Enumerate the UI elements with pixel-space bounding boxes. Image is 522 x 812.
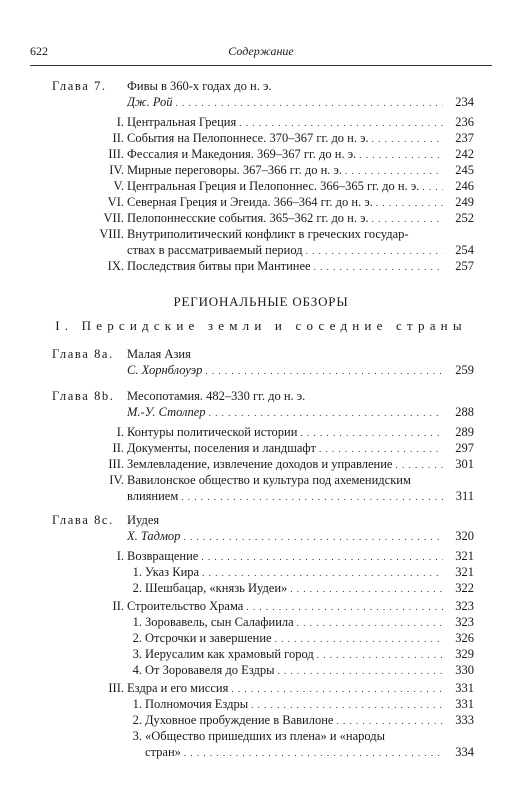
ch7-item-8-page: 254: [455, 243, 474, 257]
chapter-8c-title: Иудея: [127, 513, 160, 527]
ch8c-s1-sub2-text: Шешбацар, «князь Иудеи»: [145, 581, 288, 595]
ch8c-s1-sub1[interactable]: [145, 564, 474, 580]
ch8c-s2-sub4-num: 4.: [132, 663, 142, 677]
ch8c-s1-sub1-page: 321: [455, 565, 474, 579]
ch7-item-1-num: I.: [116, 115, 124, 129]
ch7-item-3-text: Фессалия и Македония. 369–367 гг. до н. э.: [127, 147, 357, 161]
ch8c-s1[interactable]: [127, 548, 474, 564]
ch8c-s3-num: III.: [108, 681, 124, 695]
ch7-item-4[interactable]: [127, 162, 474, 178]
ch8c-s2-sub1-num: 1.: [132, 615, 142, 629]
ch7-item-2-page: 237: [455, 131, 474, 145]
chapter-8b-author: М.-У. Столпер: [127, 405, 206, 419]
ch7-item-2-text: События на Пелопоннесе. 370–367 гг. до н. э.: [127, 131, 369, 145]
ch7-item-4-page: 245: [455, 163, 474, 177]
ch8c-s1-text: Возвращение: [127, 549, 199, 563]
chapter-8b-author-entry[interactable]: [127, 404, 474, 420]
ch8c-s1-num: I.: [116, 549, 124, 563]
ch8c-s3-sub3-line2: стран»: [145, 745, 181, 759]
part-1-title: I. Персидские земли и соседние страны: [55, 318, 467, 333]
chapter-7-label: Глава 7.: [52, 79, 107, 93]
running-title: Содержание: [228, 44, 294, 58]
ch7-item-6[interactable]: [127, 194, 474, 210]
ch7-item-1-text: Центральная Греция: [127, 115, 237, 129]
header-rule: [30, 65, 492, 66]
ch7-item-4-num: IV.: [109, 163, 124, 177]
ch8b-item-2-text: Документы, поселения и ландшафт: [127, 441, 316, 455]
ch7-item-7-page: 252: [455, 211, 474, 225]
ch8c-s2-num: II.: [112, 599, 124, 613]
ch8b-item-3-page: 301: [455, 457, 474, 471]
ch8c-s2[interactable]: [127, 598, 474, 614]
ch8c-s2-sub2-page: 326: [455, 631, 474, 645]
chapter-8c-label: Глава 8c.: [52, 513, 114, 527]
ch8b-item-3-text: Землевладение, извлечение доходов и управление: [127, 457, 393, 471]
chapter-8b-author-page: 288: [455, 405, 474, 419]
ch8c-s1-sub2[interactable]: [145, 580, 474, 596]
ch8b-item-2[interactable]: [127, 440, 474, 456]
ch8b-item-1-text: Контуры политической истории: [127, 425, 298, 439]
ch8c-s1-sub2-num: 2.: [132, 581, 142, 595]
ch7-item-9-text: Последствия битвы при Мантинее: [127, 259, 311, 273]
ch7-item-8-num: VIII.: [99, 227, 124, 241]
ch8c-s3-sub3[interactable]: [145, 744, 474, 760]
ch8c-s2-sub3[interactable]: [145, 646, 474, 662]
ch7-item-5-text: Центральная Греция и Пелопоннес. 366–365 гг. до н. э.: [127, 179, 420, 193]
ch7-item-6-num: VI.: [107, 195, 124, 209]
ch8c-s1-page: 321: [455, 549, 474, 563]
ch7-item-1-page: 236: [455, 115, 474, 129]
ch8c-s2-sub3-num: 3.: [132, 647, 142, 661]
ch7-item-9[interactable]: [127, 258, 474, 274]
ch8c-s2-sub4-text: От Зоровавеля до Ездры: [145, 663, 275, 677]
ch7-item-3-page: 242: [455, 147, 474, 161]
ch7-item-6-page: 249: [455, 195, 474, 209]
ch8c-s3-sub3-num: 3.: [132, 729, 142, 743]
page-number: 622: [30, 44, 48, 58]
chapter-7-author-page: 234: [455, 95, 474, 109]
ch7-item-3-num: III.: [108, 147, 124, 161]
chapter-8c-author: Х. Тадмор: [127, 529, 181, 543]
ch7-item-7-num: VII.: [103, 211, 124, 225]
ch7-item-9-page: 257: [455, 259, 474, 273]
chapter-8a-author-entry[interactable]: [127, 362, 474, 378]
ch8c-s2-text: Строительство Храма: [127, 599, 244, 613]
chapter-8a-author-page: 259: [455, 363, 474, 377]
ch8c-s2-sub4-page: 330: [455, 663, 474, 677]
ch8c-s2-sub2[interactable]: [145, 630, 474, 646]
ch8c-s2-sub1-text: Зоровавель, сын Салафиила: [145, 615, 294, 629]
chapter-8a-label: Глава 8a.: [52, 347, 114, 361]
ch8c-s2-sub1-page: 323: [455, 615, 474, 629]
ch7-item-1[interactable]: [127, 114, 474, 130]
ch8b-item-4-line1: Вавилонское общество и культура под ахеменидским: [127, 473, 411, 487]
ch7-item-5[interactable]: [127, 178, 474, 194]
ch8c-s1-sub2-page: 322: [455, 581, 474, 595]
chapter-8a-author: С. Хорнблоуэр: [127, 363, 203, 377]
ch8c-s2-sub3-page: 329: [455, 647, 474, 661]
ch8b-item-2-page: 297: [455, 441, 474, 455]
ch8c-s3-text: Ездра и его миссия: [127, 681, 229, 695]
ch8c-s2-sub4[interactable]: [145, 662, 474, 678]
chapter-7-title: Фивы в 360-х годах до н. э.: [127, 79, 272, 93]
ch8b-item-2-num: II.: [112, 441, 124, 455]
ch8c-s2-page: 323: [455, 599, 474, 613]
ch7-item-7[interactable]: [127, 210, 474, 226]
ch7-item-2[interactable]: [127, 130, 474, 146]
ch7-item-8-line1: Внутриполитический конфликт в греческих государ-: [127, 227, 409, 241]
ch8b-item-4[interactable]: [127, 488, 474, 504]
ch8b-item-4-page: 311: [455, 489, 474, 503]
ch8c-s3[interactable]: [127, 680, 474, 696]
ch8c-s3-sub2[interactable]: [145, 712, 474, 728]
ch8c-s3-sub2-text: Духовное пробуждение в Вавилоне: [145, 713, 334, 727]
chapter-8a-title: Малая Азия: [127, 347, 191, 361]
regional-section-title: РЕГИОНАЛЬНЫЕ ОБЗОРЫ: [173, 294, 349, 309]
ch8c-s2-sub1[interactable]: [145, 614, 474, 630]
ch8b-item-1-page: 289: [455, 425, 474, 439]
ch8c-s2-sub2-text: Отсрочки и завершение: [145, 631, 272, 645]
ch7-item-8[interactable]: [127, 242, 474, 258]
ch8c-s3-sub2-num: 2.: [132, 713, 142, 727]
ch7-item-9-num: IX.: [107, 259, 124, 273]
ch8c-s1-sub1-num: 1.: [132, 565, 142, 579]
ch8c-s3-sub1[interactable]: [145, 696, 474, 712]
ch8b-item-3-num: III.: [108, 457, 124, 471]
chapter-8b-label: Глава 8b.: [52, 389, 115, 403]
ch7-item-6-text: Северная Греция и Эгеида. 366–364 гг. до н. э.: [127, 195, 373, 209]
chapter-8c-author-entry[interactable]: [127, 528, 474, 544]
ch7-item-7-text: Пелопоннесские события. 365–362 гг. до н. э.: [127, 211, 369, 225]
ch8c-s3-sub1-text: Полномочия Ездры: [145, 697, 249, 711]
ch8c-s3-sub3-line1: «Общество пришедших из плена» и «народы: [145, 729, 386, 743]
ch8c-s3-sub3-page: 334: [455, 745, 474, 759]
ch8b-item-1-num: I.: [116, 425, 124, 439]
ch8c-s3-sub1-page: 331: [455, 697, 474, 711]
chapter-7-author: Дж. Рой: [127, 95, 173, 109]
ch8b-item-4-line2: влиянием: [127, 489, 179, 503]
chapter-8b-title: Месопотамия. 482–330 гг. до н. э.: [127, 389, 306, 403]
ch7-item-2-num: II.: [112, 131, 124, 145]
ch7-item-3[interactable]: [127, 146, 474, 162]
ch8c-s3-sub2-page: 333: [455, 713, 474, 727]
ch8b-item-1[interactable]: [127, 424, 474, 440]
chapter-7-author-entry[interactable]: [127, 94, 474, 110]
chapter-8c-author-page: 320: [455, 529, 474, 543]
ch8b-item-3[interactable]: [127, 456, 474, 472]
ch7-item-8-line2: ствах в рассматриваемый период: [127, 243, 303, 257]
ch8c-s1-sub1-text: Указ Кира: [145, 565, 200, 579]
ch8c-s2-sub3-text: Иерусалим как храмовый город: [145, 647, 314, 661]
ch7-item-5-page: 246: [455, 179, 474, 193]
ch8c-s3-sub1-num: 1.: [132, 697, 142, 711]
ch8c-s3-page: 331: [455, 681, 474, 695]
ch7-item-4-text: Мирные переговоры. 367–366 гг. до н. э.: [127, 163, 343, 177]
ch8c-s2-sub2-num: 2.: [132, 631, 142, 645]
ch8b-item-4-num: IV.: [109, 473, 124, 487]
ch7-item-5-num: V.: [113, 179, 124, 193]
